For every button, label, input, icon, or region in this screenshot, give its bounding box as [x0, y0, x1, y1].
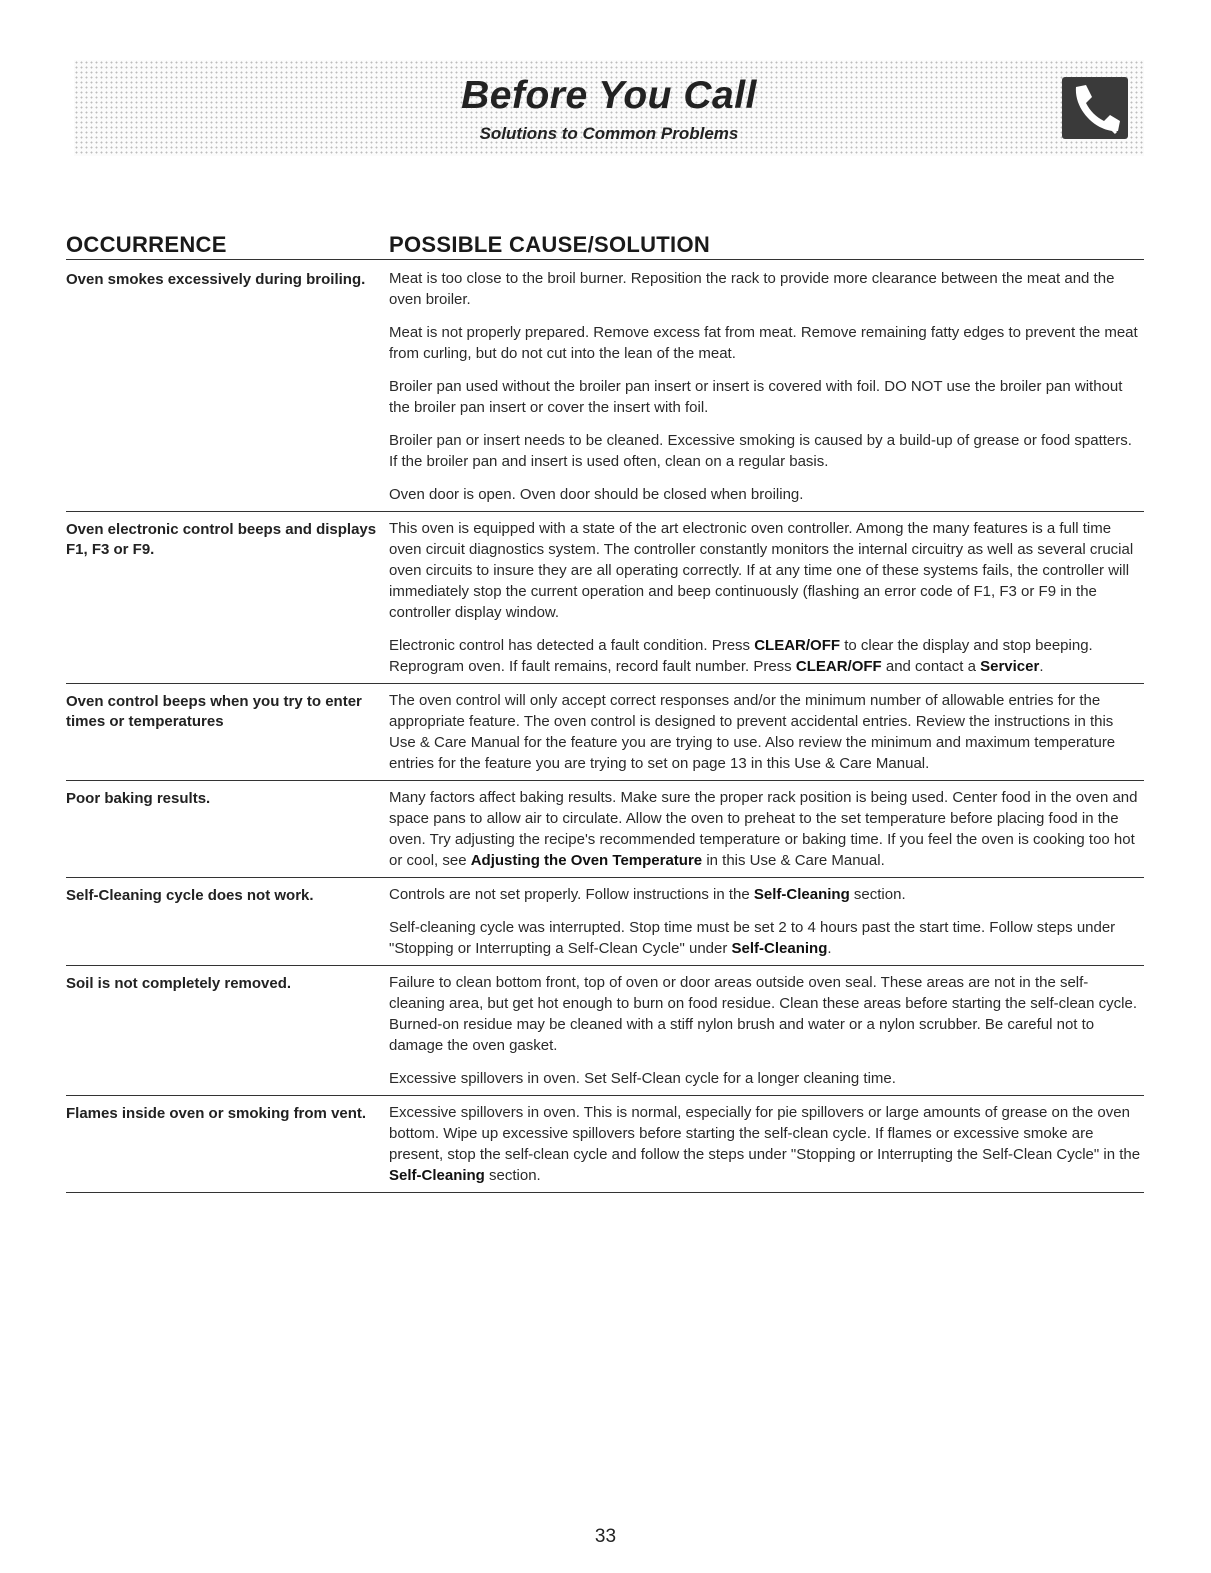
table-row	[66, 512, 1144, 684]
table-row	[66, 781, 1144, 878]
solution-text: This oven is equipped with a state of the art electronic oven controller. Among the many features is a full time oven circuit diagnostics system. The controller constantly monitors the internal circuitry as well as several crucial oven circuits to insure they are all operating correctly. If at any time one of these systems fails, the controller will immediately stop the current operation and beep continuously (flashing an error code of F1, F3 or F9 in the controller display window.	[389, 520, 1134, 621]
solution-paragraph	[389, 884, 1144, 905]
solution-paragraph	[389, 322, 1144, 364]
solution-text: Failure to clean bottom front, top of oven or door areas outside oven seal. These areas are not in the self-cleaning area, but get hot enough to burn on food residue. Clean these areas before starting the self-clean cycle. Burned-on residue may be cleaned with a stiff nylon brush and water or a nylon scrubber. Be careful not to damage the oven gasket.	[389, 974, 1137, 1054]
solution-text: and contact a	[881, 658, 981, 675]
troubleshooting-table	[66, 262, 1144, 1193]
table-row	[66, 1096, 1144, 1193]
occurrence-cell: Self-Cleaning cycle does not work.	[66, 887, 314, 904]
header-divider	[66, 259, 1144, 260]
solution-text: Self-cleaning cycle was interrupted. Stop time must be set 2 to 4 hours past the start time. Follow steps under "Stopping or Interrupting a Self-Clean Cycle" under	[389, 919, 1116, 957]
solution-text: Oven door is open. Oven door should be closed when broiling.	[389, 486, 804, 503]
solution-text: Excessive spillovers in oven. Set Self-Clean cycle for a longer cleaning time.	[389, 1070, 896, 1087]
solution-cell	[389, 884, 1144, 961]
bold-reference: CLEAR/OFF	[795, 658, 882, 675]
telephone-handset-icon	[1062, 77, 1128, 139]
solution-paragraph	[389, 430, 1144, 472]
page-title: Before You Call	[461, 74, 757, 117]
occurrence-cell: Oven control beeps when you try to enter times or temperatures	[66, 693, 362, 730]
bold-reference: CLEAR/OFF	[754, 637, 841, 654]
solution-column-header: POSSIBLE CAUSE/SOLUTION	[389, 232, 711, 257]
solution-text: section.	[484, 1167, 541, 1184]
solution-paragraph	[389, 787, 1144, 871]
bold-reference: Servicer	[980, 658, 1040, 675]
solution-paragraph	[389, 1102, 1144, 1186]
occurrence-cell: Poor baking results.	[66, 790, 211, 807]
solution-text: Electronic control has detected a fault condition. Press	[389, 637, 755, 654]
bold-reference: Self-Cleaning	[731, 940, 828, 957]
bold-reference: Self-Cleaning	[753, 886, 850, 903]
solution-text: .	[827, 940, 832, 957]
solution-paragraph	[389, 972, 1144, 1056]
solution-text: Meat is not properly prepared. Remove excess fat from meat. Remove remaining fatty edges to prevent the meat from curling, but do not cut into the lean of the meat.	[389, 324, 1138, 362]
page-subtitle: Solutions to Common Problems	[479, 124, 739, 143]
occurrence-cell: Flames inside oven or smoking from vent.	[66, 1105, 367, 1122]
solution-paragraph	[389, 518, 1144, 623]
solution-cell	[389, 690, 1144, 776]
page-number: 33	[594, 1526, 617, 1547]
solution-text: to clear the display and stop beeping. Reprogram oven. If fault remains, record fault number. Press	[389, 637, 1093, 675]
solution-cell	[389, 518, 1144, 679]
table-row	[66, 878, 1144, 966]
solution-text: .	[1039, 658, 1044, 675]
solution-cell	[389, 972, 1144, 1091]
occurrence-cell: Oven smokes excessively during broiling.	[66, 271, 366, 288]
table-row	[66, 262, 1144, 512]
solution-text: Excessive spillovers in oven. This is normal, especially for pie spillovers or large amounts of grease on the oven bottom. Wipe up excessive spillovers before starting the self-clean cycle. If flames or excessive smoke are present, stop the self-clean cycle and follow the steps under "Stopping or Interrupting the Self-Clean Cycle" in the	[389, 1104, 1141, 1163]
solution-text: Broiler pan used without the broiler pan insert or insert is covered with foil. DO NOT use the broiler pan without the broiler pan insert or cover the insert with foil.	[389, 378, 1123, 416]
solution-cell	[389, 787, 1144, 873]
solution-text: section.	[849, 886, 906, 903]
solution-paragraph	[389, 376, 1144, 418]
bold-reference: Adjusting the Oven Temperature	[470, 852, 703, 869]
solution-text: Controls are not set properly. Follow instructions in the	[389, 886, 754, 903]
bold-reference: Self-Cleaning	[389, 1167, 485, 1184]
solution-text: Many factors affect baking results. Make sure the proper rack position is being used. Center food in the oven and space pans to allow air to circulate. Allow the oven to preheat to the set temperature before placing food in the oven. Try adjusting the recipe's recommended temperature or baking time. If you feel the oven is cooking too hot or cool, see	[389, 789, 1138, 869]
solution-text: The oven control will only accept correct responses and/or the minimum number of allowable entries for the appropriate feature. The oven control is designed to prevent accidental entries. Review the instructions in this Use & Care Manual for the feature you are trying to use. Also review the minimum and maximum temperature entries for the feature you are trying to set on page 13 in this Use & Care Manual.	[389, 692, 1116, 772]
solution-paragraph	[389, 484, 1144, 505]
solution-cell	[389, 1102, 1144, 1188]
table-row	[66, 684, 1144, 781]
solution-text: Broiler pan or insert needs to be cleaned. Excessive smoking is caused by a build-up of grease or food spatters. If the broiler pan and insert is used often, clean on a regular basis.	[389, 432, 1132, 470]
solution-paragraph	[389, 268, 1144, 310]
solution-paragraph	[389, 1068, 1144, 1089]
occurrence-column-header: OCCURRENCE	[66, 232, 227, 257]
solution-paragraph	[389, 635, 1144, 677]
occurrence-cell: Oven electronic control beeps and displays F1, F3 or F9.	[66, 521, 377, 558]
solution-paragraph	[389, 917, 1144, 959]
solution-text: Meat is too close to the broil burner. Reposition the rack to provide more clearance between the meat and the oven broiler.	[389, 270, 1115, 308]
table-row	[66, 966, 1144, 1096]
header-banner	[74, 60, 1144, 156]
solution-paragraph	[389, 690, 1144, 774]
solution-text: in this Use & Care Manual.	[702, 852, 885, 869]
occurrence-cell: Soil is not completely removed.	[66, 975, 292, 992]
solution-cell	[389, 268, 1144, 507]
